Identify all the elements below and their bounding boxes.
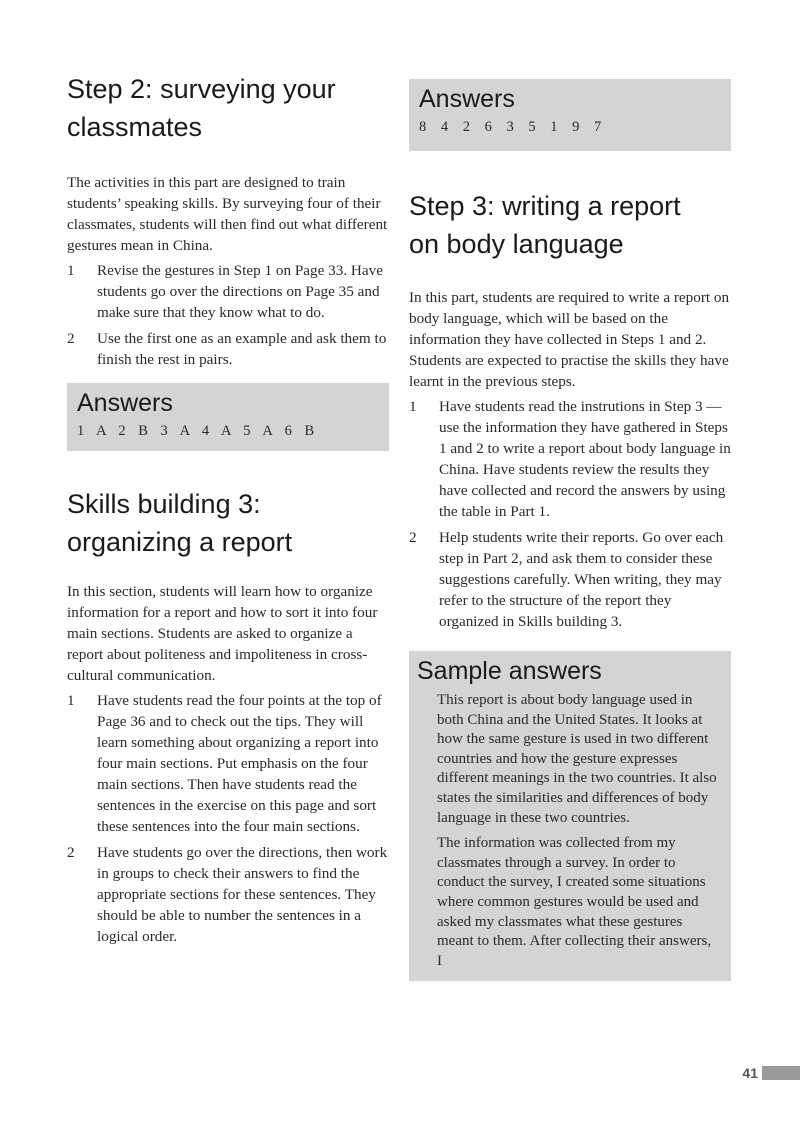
sample-paragraph-1: This report is about body language used in both China and the United States. It looks at how the same gesture is used in two different countries and how the gesture expresses different meanings in the two countries. It also states the similarities and differences of body language in these two countries. bbox=[437, 692, 717, 826]
right-column bbox=[409, 79, 731, 981]
step2-heading-line2: classmates bbox=[67, 112, 203, 142]
skills3-list bbox=[67, 690, 389, 947]
answers-title: Answers bbox=[77, 389, 173, 417]
step3-heading-line2: on body language bbox=[409, 229, 624, 259]
skills3-heading-line1: Skills building 3: bbox=[67, 489, 261, 519]
skills3-heading bbox=[67, 485, 389, 561]
step3-intro: In this part, students are required to write a report on body language, which will be based on the information they have collected in Steps 1 and 2. Students are expected to practise the skills they have learnt in the previous steps. bbox=[409, 289, 730, 390]
step2-intro: The activities in this part are designed to train students’ speaking skills. By surveying four of their classmates, students will then find out what different gestures mean in China. bbox=[67, 174, 388, 254]
answers-values: 8 4 2 6 3 5 1 9 7 bbox=[419, 119, 602, 135]
item-text: Have students go over the directions, then work in groups to check their answers to find the appropriate sections for these sentences. They should be able to number the sentences in a logical order. bbox=[97, 844, 388, 945]
sample-answers-title: Sample answers bbox=[417, 657, 602, 685]
answers-title: Answers bbox=[419, 85, 515, 113]
step2-list bbox=[67, 260, 389, 370]
step3-heading-line1: Step 3: writing a report bbox=[409, 191, 681, 221]
skills3-intro: In this section, students will learn how to organize information for a report and how to sort it into four main sections. Students are asked to organize a report about politeness and impoliteness in cross-cultural communication. bbox=[67, 583, 378, 684]
item-text: Revise the gestures in Step 1 on Page 33. Have students go over the directions on Page 35 and make sure that they know what to do. bbox=[97, 262, 383, 321]
list-item bbox=[409, 527, 731, 632]
item-number: 2 bbox=[67, 844, 75, 861]
step3-heading bbox=[409, 187, 731, 263]
list-item bbox=[67, 842, 389, 947]
item-text: Use the first one as an example and ask them to finish the rest in pairs. bbox=[97, 330, 387, 368]
page-marker-bar bbox=[762, 1066, 800, 1080]
step2-heading-line1: Step 2: surveying your bbox=[67, 74, 336, 104]
step2-heading bbox=[67, 70, 389, 146]
step2-answers-box bbox=[67, 383, 389, 451]
skills3-heading-line2: organizing a report bbox=[67, 527, 293, 557]
sample-paragraph-2: The information was collected from my classmates through a survey. In order to conduct the survey, I created some situations where common gestures would be used and asked my classmates what these gestures meant to them. After collecting their answers, I bbox=[437, 835, 712, 969]
item-text: Help students write their reports. Go over each step in Part 2, and ask them to consider these suggestions carefully. When writing, they may refer to the structure of the report they organized in Skills building 3. bbox=[439, 529, 724, 630]
item-text: Have students read the instrutions in Step 3 — use the information they have gathered in Steps 1 and 2 to write a report about body language in China. Have students review the results they have collected and record the answers by using the table in Part 1. bbox=[439, 398, 731, 520]
item-text: Have students read the four points at the top of Page 36 and to check out the tips. They will learn something about organizing a report into four main sections. Put emphasis on the four main sections. Then have students read the sentences in the exercise on this page and sort these sentences into the four main sections. bbox=[97, 692, 382, 835]
item-number: 1 bbox=[67, 692, 75, 709]
right-answers-box bbox=[409, 79, 731, 151]
sample-answers-box bbox=[409, 651, 731, 981]
item-number: 2 bbox=[409, 529, 417, 546]
step3-list bbox=[409, 396, 731, 632]
item-number: 1 bbox=[409, 398, 417, 415]
left-column bbox=[67, 70, 389, 952]
list-item bbox=[67, 690, 389, 837]
item-number: 2 bbox=[67, 330, 75, 347]
item-number: 1 bbox=[67, 262, 75, 279]
list-item bbox=[67, 328, 389, 370]
page-footer bbox=[742, 1066, 800, 1080]
list-item bbox=[409, 396, 731, 522]
page-number: 41 bbox=[742, 1065, 758, 1081]
list-item bbox=[67, 260, 389, 323]
answers-values: 1 A 2 B 3 A 4 A 5 A 6 B bbox=[77, 423, 315, 439]
